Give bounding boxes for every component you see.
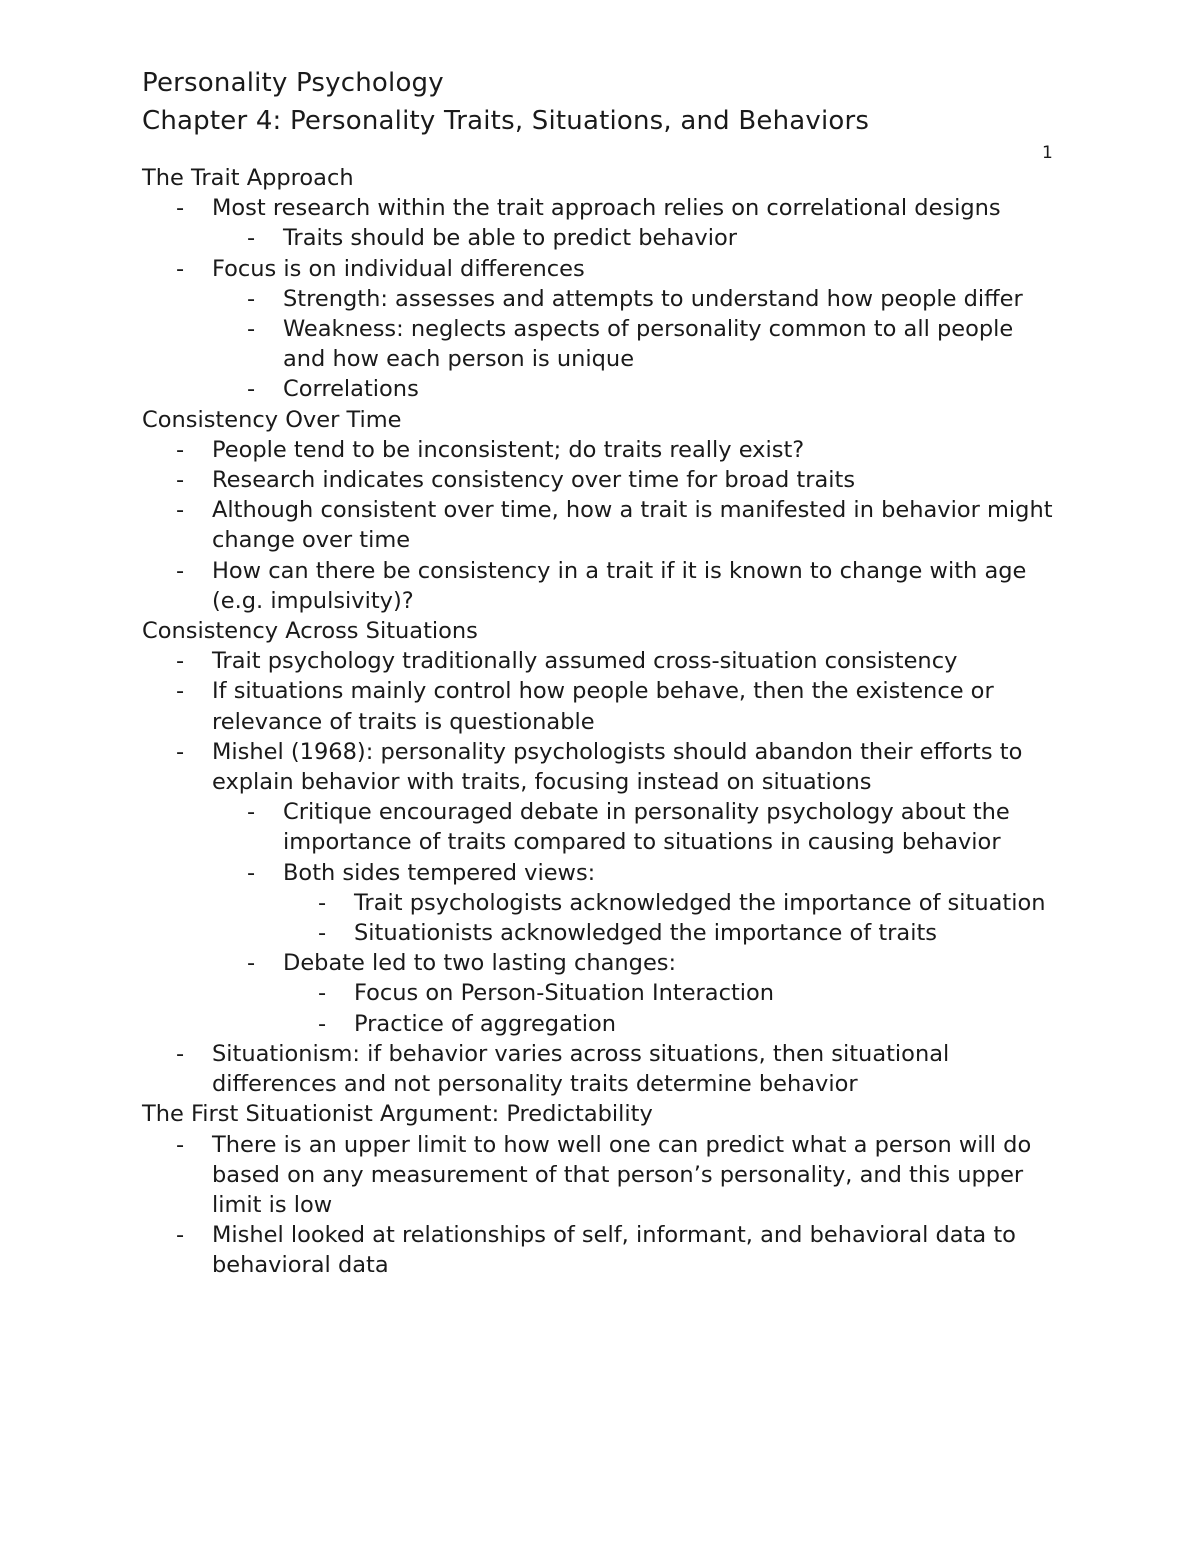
list-item <box>142 374 1062 404</box>
dash-bullet: - <box>318 889 327 916</box>
list-item <box>142 435 1062 465</box>
bullet-list <box>142 314 1062 374</box>
bullet-list <box>142 797 1062 857</box>
bullet-list <box>142 193 1062 223</box>
list-item <box>142 223 1062 253</box>
dash-bullet: - <box>247 950 256 977</box>
bullet-list <box>142 1039 1062 1099</box>
bullet-list <box>142 1130 1062 1221</box>
list-item <box>142 314 1062 374</box>
notes-section <box>142 1099 1062 1280</box>
bullet-list <box>142 888 1062 918</box>
dash-bullet: - <box>176 648 185 675</box>
bullet-list <box>142 556 1062 616</box>
bullet-list <box>142 858 1062 888</box>
list-item-text: Critique encouraged debate in personality psychology about the importance of traits compared to situations in causing behavior <box>283 799 1010 856</box>
dash-bullet: - <box>176 1040 185 1067</box>
list-item-text: Weakness: neglects aspects of personality common to all people and how each person is unique <box>283 316 1014 373</box>
bullet-list <box>142 646 1062 676</box>
dash-bullet: - <box>318 920 327 947</box>
list-item-text: Both sides tempered views: <box>283 859 596 886</box>
bullet-list <box>142 495 1062 555</box>
list-item <box>142 978 1062 1008</box>
dash-bullet: - <box>176 255 185 282</box>
list-item <box>142 1130 1062 1221</box>
dash-bullet: - <box>247 859 256 886</box>
list-item-text: If situations mainly control how people behave, then the existence or relevance of traits is questionable <box>212 678 994 735</box>
bullet-list <box>142 374 1062 404</box>
list-item <box>142 948 1062 978</box>
list-item-text: Strength: assesses and attempts to understand how people differ <box>283 285 1023 312</box>
list-item-text: There is an upper limit to how well one can predict what a person will do based on any measurement of that person’s personality, and this upper limit is low <box>212 1131 1032 1218</box>
list-item <box>142 465 1062 495</box>
list-item <box>142 1220 1062 1280</box>
bullet-list <box>142 948 1062 978</box>
dash-bullet: - <box>176 467 185 494</box>
section-heading: The First Situationist Argument: Predictability <box>142 1101 653 1128</box>
list-item-text: Practice of aggregation <box>354 1010 616 1037</box>
section-heading: The Trait Approach <box>142 165 354 191</box>
list-item <box>142 254 1062 284</box>
dash-bullet: - <box>176 1222 185 1249</box>
list-item <box>142 1009 1062 1039</box>
list-item-text: Trait psychologists acknowledged the importance of situation <box>354 889 1046 916</box>
list-item <box>142 284 1062 314</box>
list-item-text: Most research within the trait approach relies on correlational designs <box>212 195 1001 222</box>
list-item <box>142 193 1062 223</box>
bullet-list <box>142 1220 1062 1280</box>
bullet-list <box>142 435 1062 465</box>
page-number: 1 <box>1042 143 1053 163</box>
bullet-list <box>142 737 1062 797</box>
list-item-text: Mishel looked at relationships of self, informant, and behavioral data to behavioral data <box>212 1222 1016 1279</box>
list-item-text: Focus is on individual differences <box>212 255 585 282</box>
list-item-text: Traits should be able to predict behavior <box>283 225 737 252</box>
list-item <box>142 495 1062 555</box>
bullet-list <box>142 284 1062 314</box>
list-item <box>142 918 1062 948</box>
dash-bullet: - <box>318 1010 327 1037</box>
notes-section <box>142 616 1062 1099</box>
list-item-text: How can there be consistency in a trait if it is known to change with age (e.g. impulsivity)? <box>212 557 1027 614</box>
list-item-text: Situationists acknowledged the importance of traits <box>354 920 938 947</box>
list-item-text: Research indicates consistency over time for broad traits <box>212 467 856 494</box>
dash-bullet: - <box>176 1131 185 1158</box>
bullet-list <box>142 978 1062 1008</box>
dash-bullet: - <box>176 557 185 584</box>
list-item-text: Correlations <box>283 376 419 403</box>
bullet-list <box>142 676 1062 736</box>
bullet-list <box>142 223 1062 253</box>
list-item <box>142 888 1062 918</box>
dash-bullet: - <box>176 678 185 705</box>
chapter-title: Chapter 4: Personality Traits, Situations, and Behaviors <box>142 106 870 136</box>
bullet-list <box>142 254 1062 284</box>
dash-bullet: - <box>247 799 256 826</box>
list-item <box>142 676 1062 736</box>
list-item-text: Mishel (1968): personality psychologists should abandon their efforts to explain behavior with traits, focusing instead on situations <box>212 738 1023 796</box>
list-item <box>142 858 1062 888</box>
dash-bullet: - <box>176 195 185 222</box>
dash-bullet: - <box>247 285 256 312</box>
dash-bullet: - <box>318 980 327 1007</box>
list-item-text: Focus on Person-Situation Interaction <box>354 980 775 1007</box>
bullet-list <box>142 465 1062 495</box>
notes-section <box>142 163 1062 405</box>
list-item-text: Debate led to two lasting changes: <box>283 950 677 977</box>
list-item <box>142 797 1062 857</box>
list-item <box>142 646 1062 676</box>
dash-bullet: - <box>176 436 185 463</box>
section-heading: Consistency Over Time <box>142 406 402 433</box>
list-item-text: People tend to be inconsistent; do traits really exist? <box>212 436 805 463</box>
bullet-list <box>142 918 1062 948</box>
dash-bullet: - <box>176 738 185 765</box>
dash-bullet: - <box>176 497 185 524</box>
list-item <box>142 737 1062 797</box>
notes-body <box>142 163 1062 1281</box>
document-title: Personality Psychology <box>142 68 444 98</box>
bullet-list <box>142 1009 1062 1039</box>
notes-section <box>142 405 1062 616</box>
list-item-text: Although consistent over time, how a trait is manifested in behavior might change over time <box>212 497 1053 554</box>
section-heading: Consistency Across Situations <box>142 618 478 645</box>
dash-bullet: - <box>247 316 256 343</box>
list-item <box>142 1039 1062 1099</box>
list-item-text: Trait psychology traditionally assumed cross-situation consistency <box>212 648 958 675</box>
list-item-text: Situationism: if behavior varies across situations, then situational differences and not personality traits determine behavior <box>212 1040 950 1098</box>
dash-bullet: - <box>247 376 256 403</box>
list-item <box>142 556 1062 616</box>
dash-bullet: - <box>247 225 256 252</box>
